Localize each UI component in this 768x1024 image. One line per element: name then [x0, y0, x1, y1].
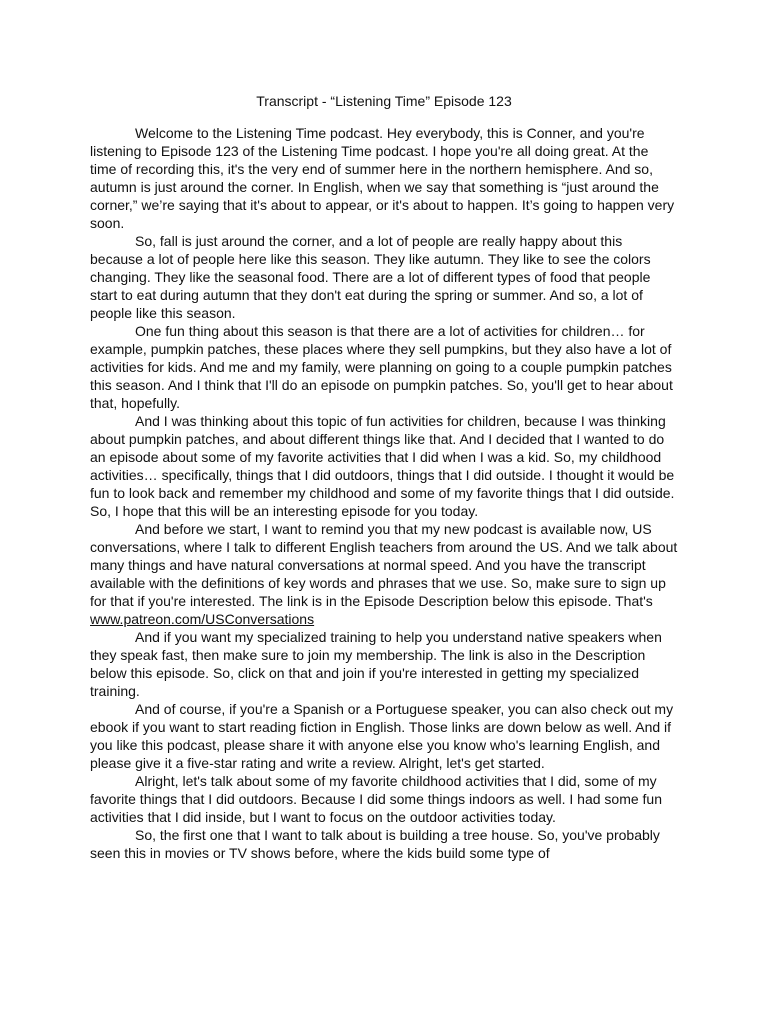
patreon-link[interactable]: www.patreon.com/USConversations [90, 611, 315, 627]
paragraph-fall [90, 232, 678, 322]
paragraph-text: So, fall is just around the corner, and a lot of people are really happy about this because a lot of people here like this season. They like autumn. They like to see the colors changing. They like the seasonal food. There are a lot of different types of food that people start to eat during autumn that they don't eat during the spring or summer. And so, a lot of people like this season. [90, 233, 651, 321]
paragraph-season-activities [90, 322, 678, 412]
paragraph-membership [90, 628, 678, 700]
transcript-body [90, 124, 678, 862]
paragraph-tree-house [90, 826, 678, 862]
paragraph-text: Welcome to the Listening Time podcast. Hey everybody, this is Conner, and you're listening to Episode 123 of the Listening Time podcast. I hope you're all doing great. At the time of recording this, it's the very end of summer here in the northern hemisphere. And so, autumn is just around the corner. In English, when we say that something is “just around the corner,” we’re saying that it's about to appear, or it's about to happen. It’s going to happen very soon. [90, 125, 675, 231]
paragraph-text: And of course, if you're a Spanish or a Portuguese speaker, you can also check out my ebook if you want to start reading fiction in English. Those links are down below as well. And if you like this podcast, please share it with anyone else you know who's learning English, and please give it a five-star rating and write a review. Alright, let's get started. [90, 701, 674, 771]
paragraph-favorite-activities [90, 772, 678, 826]
paragraph-ebook [90, 700, 678, 772]
paragraph-topic [90, 412, 678, 520]
document-title: Transcript - “Listening Time” Episode 123 [256, 93, 512, 109]
paragraph-text: And if you want my specialized training to help you understand native speakers when they speak fast, then make sure to join my membership. The link is also in the Description below this episode. So, click on that and join if you're interested in getting my specialized training. [90, 629, 662, 699]
paragraph-text: So, the first one that I want to talk about is building a tree house. So, you've probably seen this in movies or TV shows before, where the kids build some type of [90, 827, 660, 861]
paragraph-text: And before we start, I want to remind you that my new podcast is available now, US conversations, where I talk to different English teachers from around the US. And we talk about many things and have natural conversations at normal speed. And you have the transcript available with the definitions of key words and phrases that we use. So, make sure to sign up for that if you're interested. The link is in the Episode Description below this episode. That's [90, 521, 678, 609]
paragraph-text: One fun thing about this season is that there are a lot of activities for children… for example, pumpkin patches, these places where they sell pumpkins, but they also have a lot of activities for kids. And me and my family, were planning on going to a couple pumpkin patches this season. And I think that I'll do an episode on pumpkin patches. So, you'll get to hear about that, hopefully. [90, 323, 673, 411]
paragraph-text: Alright, let's talk about some of my favorite childhood activities that I did, some of my favorite things that I did outdoors. Because I did some things indoors as well. I had some fun activities that I did inside, but I want to focus on the outdoor activities today. [90, 773, 662, 825]
paragraph-us-conversations [90, 520, 678, 628]
paragraph-intro [90, 124, 678, 232]
paragraph-text: And I was thinking about this topic of fun activities for children, because I was thinking about pumpkin patches, and about different things like that. And I decided that I wanted to do an episode about some of my favorite activities that I did when I was a kid. So, my childhood activities… specifically, things that I did outdoors, things that I did outside. I thought it would be fun to look back and remember my childhood and some of my favorite things that I did outside. So, I hope that this will be an interesting episode for you today. [90, 413, 675, 519]
